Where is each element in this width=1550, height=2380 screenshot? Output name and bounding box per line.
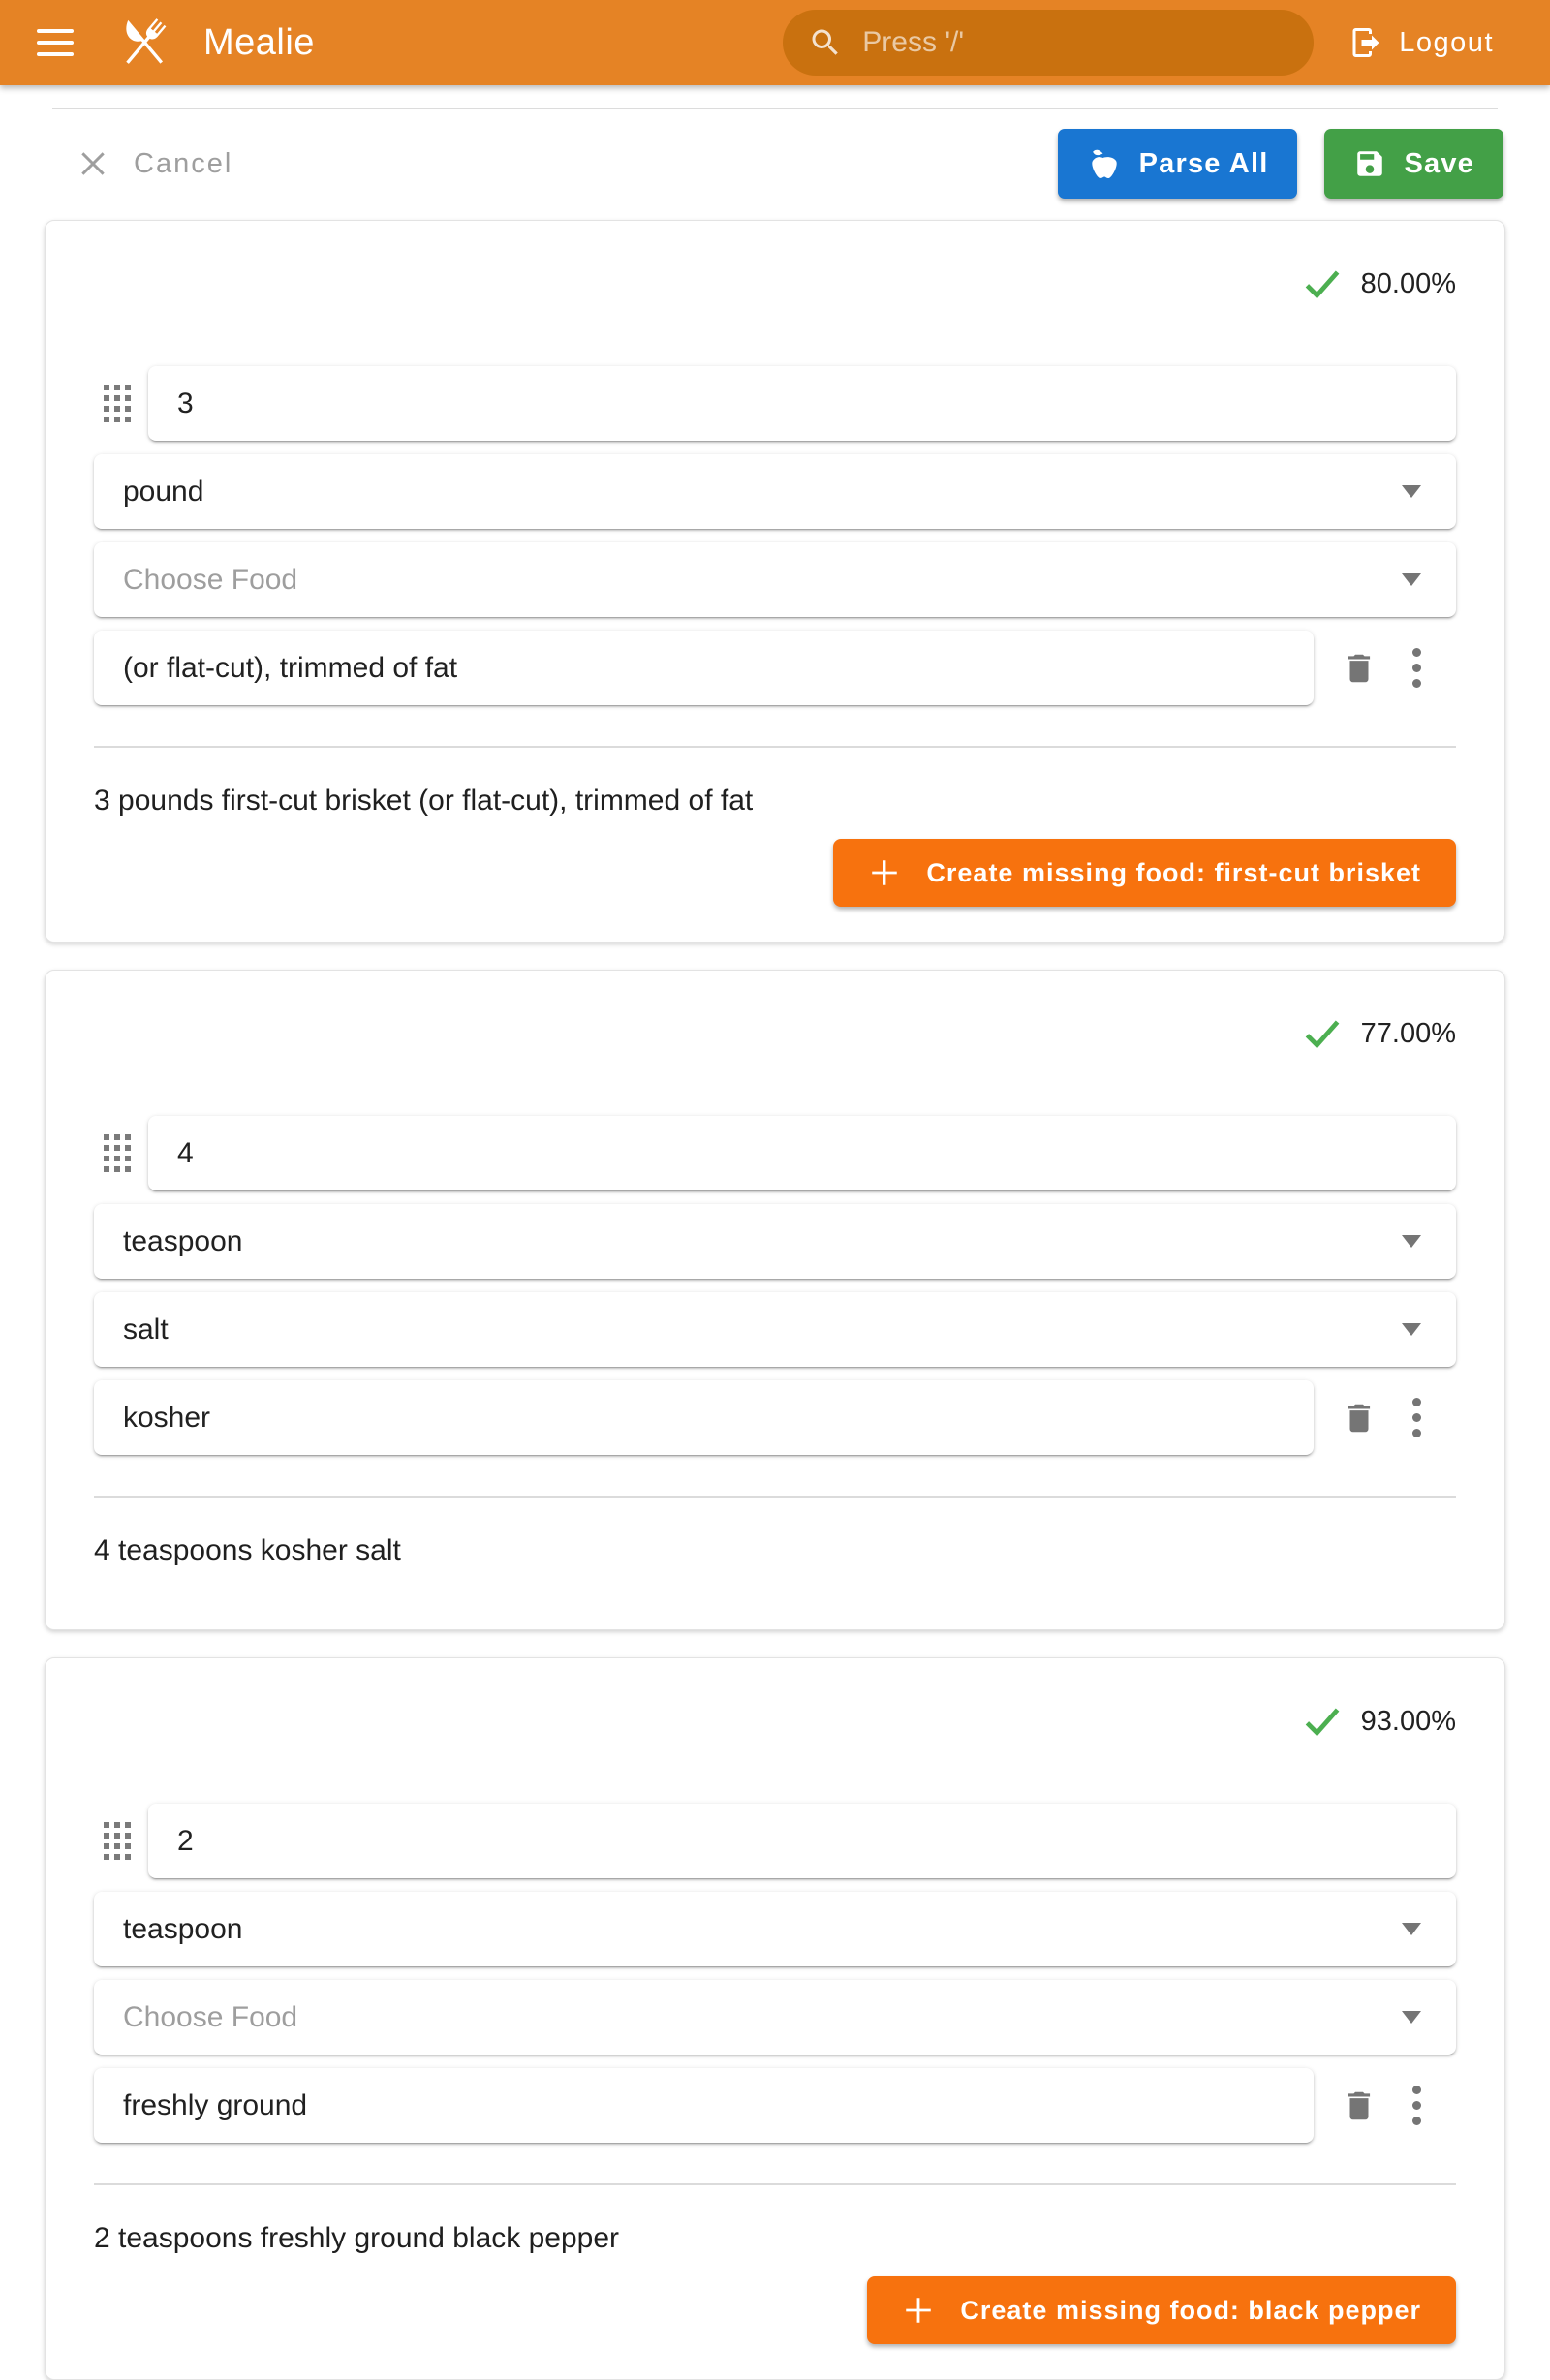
create-missing-food-button[interactable] xyxy=(867,2276,1456,2344)
unit-value: teaspoon xyxy=(123,1912,243,1945)
menu-icon[interactable] xyxy=(37,29,74,56)
divider xyxy=(94,746,1456,748)
more-options-icon[interactable] xyxy=(1409,2082,1425,2129)
drag-handle-icon[interactable] xyxy=(104,1822,131,1860)
delete-icon[interactable] xyxy=(1341,1400,1378,1437)
plus-icon xyxy=(868,856,901,889)
food-placeholder: Choose Food xyxy=(123,563,298,596)
apple-icon xyxy=(1087,146,1122,181)
confidence-row xyxy=(94,1701,1456,1742)
check-icon xyxy=(1301,263,1344,305)
food-select[interactable] xyxy=(94,1292,1456,1367)
unit-select[interactable] xyxy=(94,1204,1456,1279)
unit-select[interactable] xyxy=(94,454,1456,529)
drag-handle-icon[interactable] xyxy=(104,1134,131,1172)
quantity-input[interactable] xyxy=(148,1804,1456,1878)
drag-handle-icon[interactable] xyxy=(104,385,131,422)
search-input[interactable] xyxy=(783,10,1314,76)
close-icon xyxy=(78,148,108,179)
quantity-input[interactable] xyxy=(148,366,1456,441)
food-placeholder: Choose Food xyxy=(123,2000,298,2033)
original-ingredient-text: 2 teaspoons freshly ground black pepper xyxy=(94,2222,620,2254)
save-label: Save xyxy=(1404,147,1474,179)
chevron-down-icon xyxy=(1402,1235,1421,1248)
unit-value: teaspoon xyxy=(123,1224,243,1257)
chevron-down-icon xyxy=(1402,485,1421,498)
food-select[interactable] xyxy=(94,1980,1456,2055)
more-options-icon[interactable] xyxy=(1409,644,1425,692)
app-title: Mealie xyxy=(203,21,315,63)
parse-all-label: Parse All xyxy=(1138,147,1269,179)
app-header xyxy=(0,0,1550,85)
search-placeholder: Press '/' xyxy=(862,26,965,58)
unit-value: pound xyxy=(123,475,204,508)
confidence-row xyxy=(94,1013,1456,1054)
check-icon xyxy=(1301,1700,1344,1743)
divider xyxy=(94,2183,1456,2185)
cancel-label: Cancel xyxy=(134,147,233,179)
chevron-down-icon xyxy=(1402,1923,1421,1935)
original-ingredient-text: 4 teaspoons kosher salt xyxy=(94,1534,401,1566)
confidence-value: 93.00% xyxy=(1360,1705,1456,1737)
food-value: salt xyxy=(123,1313,169,1345)
ingredient-card xyxy=(45,220,1505,943)
food-select[interactable] xyxy=(94,542,1456,617)
divider xyxy=(94,1496,1456,1498)
quantity-input[interactable] xyxy=(148,1116,1456,1190)
logout-icon xyxy=(1348,25,1383,60)
confidence-value: 77.00% xyxy=(1360,1017,1456,1049)
delete-icon[interactable] xyxy=(1341,650,1378,687)
note-input[interactable] xyxy=(94,2068,1314,2143)
note-input[interactable] xyxy=(94,1380,1314,1455)
save-button[interactable] xyxy=(1324,129,1504,199)
create-missing-food-button[interactable] xyxy=(833,839,1456,907)
ingredient-card xyxy=(45,970,1505,1630)
check-icon xyxy=(1301,1012,1344,1055)
note-input[interactable] xyxy=(94,631,1314,705)
plus-icon xyxy=(902,2294,935,2327)
more-options-icon[interactable] xyxy=(1409,1394,1425,1441)
original-ingredient-text: 3 pounds first-cut brisket (or flat-cut), trimmed of fat xyxy=(94,785,754,817)
mealie-logo-icon xyxy=(114,13,174,73)
create-missing-food-label: Create missing food: black pepper xyxy=(960,2295,1421,2325)
confidence-value: 80.00% xyxy=(1360,267,1456,299)
ingredient-card xyxy=(45,1657,1505,2380)
toolbar xyxy=(0,109,1550,199)
unit-select[interactable] xyxy=(94,1892,1456,1966)
logout-button[interactable] xyxy=(1348,25,1494,60)
create-missing-food-label: Create missing food: first-cut brisket xyxy=(926,857,1421,887)
logout-label: Logout xyxy=(1399,26,1494,58)
chevron-down-icon xyxy=(1402,573,1421,586)
search-icon xyxy=(808,25,843,60)
confidence-row xyxy=(94,263,1456,304)
chevron-down-icon xyxy=(1402,1323,1421,1336)
parse-all-button[interactable] xyxy=(1058,129,1298,199)
delete-icon[interactable] xyxy=(1341,2087,1378,2124)
cancel-button[interactable] xyxy=(78,148,232,180)
chevron-down-icon xyxy=(1402,2011,1421,2024)
save-icon xyxy=(1353,147,1386,180)
